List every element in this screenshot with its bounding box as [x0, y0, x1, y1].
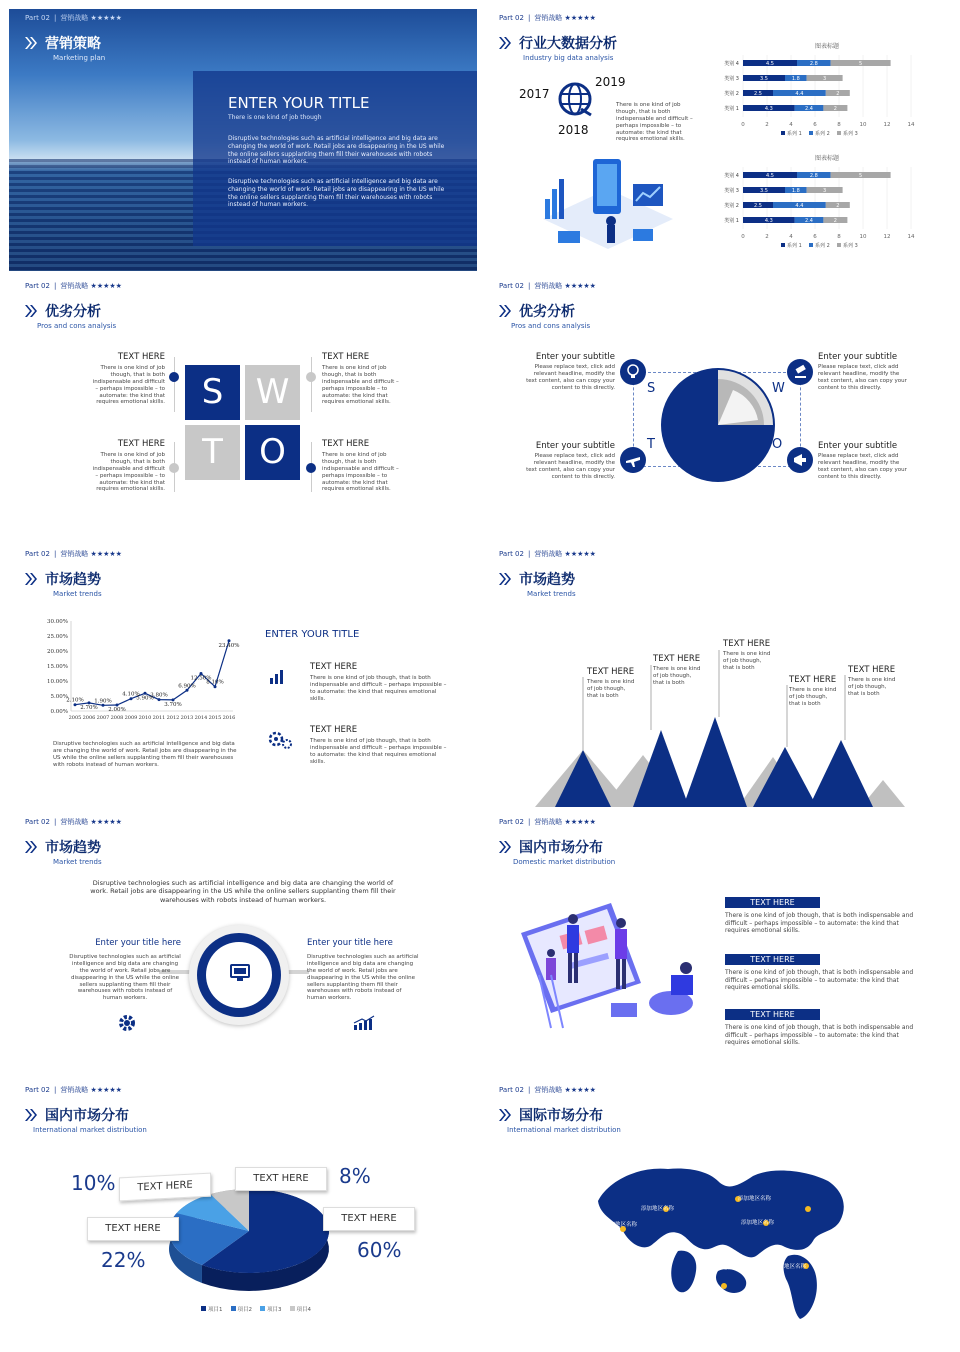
double-chevron-icon — [497, 303, 513, 319]
circle-item: Enter your title here Disruptive technologies such as artificial intelligence and big data are changing the world of work. Retail jobs are disappearing in the US while the online sellers supplanting them fill their warehouses with robots instead of human workers. — [307, 938, 419, 1002]
x-tick-label: 0 — [741, 122, 745, 128]
marker-dot — [306, 372, 316, 382]
sphere-item: Enter your subtitle Please replace text, click add relevant headline, modify the text content, also can copy your content to this directly. — [818, 441, 907, 480]
bar-value-label: 2 — [836, 203, 840, 209]
chart-paragraph: Disruptive technologies such as artificial intelligence and big data are changing the world of work. Retail jobs are disappearing in the US while the online sellers supplanting them fill their warehouses with robots instead of human workers. — [53, 741, 237, 768]
pie-percent-label: 22% — [101, 1248, 146, 1272]
slide-title: 优劣分析 — [497, 301, 575, 321]
gears-icon — [267, 729, 293, 751]
legend-label: 系列 2 — [815, 131, 830, 137]
pie-legend — [201, 1305, 311, 1313]
double-chevron-icon — [23, 571, 39, 587]
circle-item: Enter your title here Disruptive technologies such as artificial intelligence and big data are changing the world of work. Retail jobs are disappearing in the US while the online sellers supplanting them fill their warehouses with robots instead of human workers. — [69, 938, 181, 1002]
slide-subtitle: International market distribution — [507, 1126, 621, 1134]
panel-subtitle: There is one kind of job though — [228, 114, 322, 121]
y-tick-label: 25.00% — [47, 634, 68, 640]
bar-value-label: 2.4 — [805, 106, 813, 112]
x-tick-label: 2012 — [166, 715, 180, 721]
slide-title: 市场趋势 — [23, 569, 101, 589]
callout-box: TEXT HERE — [235, 1167, 327, 1191]
x-tick-label: 2016 — [222, 715, 236, 721]
peak-item: TEXT HERE There is one kind of job though, that is both — [789, 675, 837, 707]
y-tick-label: 10.00% — [47, 679, 68, 685]
pie-percent-label: 60% — [357, 1238, 402, 1262]
slide-subtitle: Marketing plan — [53, 54, 106, 62]
y-tick-label: 15.00% — [47, 664, 68, 670]
slide-title: 行业大数据分析 — [497, 33, 617, 53]
legend-swatch — [809, 131, 813, 135]
growth-chart-icon — [352, 1015, 376, 1031]
slide-header: Part 02 | 营销战略 ★★★★★ — [25, 1086, 122, 1094]
x-tick-label: 2015 — [208, 715, 222, 721]
text-item: TEXT HERE There is one kind of job though, that is both indispensable and difficult – perhaps impossible – to automate: the kind that requires emotional skills. — [725, 955, 914, 991]
double-chevron-icon — [497, 839, 513, 855]
legend-swatch — [809, 243, 813, 247]
text-item: TEXT HERE There is one kind of job though, that is both indispensable and difficult – perhaps impossible – to automate: the kind that requires emotional skills. — [310, 725, 447, 765]
bar-value-label: 3.5 — [760, 188, 768, 194]
bar-value-label: 2.5 — [754, 91, 762, 97]
bar-chart-icon — [269, 669, 285, 685]
data-label: 2.70% — [80, 704, 98, 711]
pie-percent-label: 10% — [71, 1171, 116, 1195]
bar-value-label: 3 — [823, 76, 827, 82]
swot-o-tile: O — [245, 425, 300, 480]
data-label: 1.90% — [94, 698, 112, 705]
x-tick-label: 14 — [907, 122, 915, 128]
year-label: 2017 — [519, 87, 550, 101]
slide-pie-distribution[interactable] — [9, 1081, 477, 1343]
slide-swot-sphere[interactable] — [483, 277, 951, 539]
region-label: 添加地区名称 — [641, 1206, 675, 1212]
data-label: 2.00% — [108, 707, 126, 713]
slide-market-trends-line[interactable] — [9, 545, 477, 807]
slide-market-trends-circle[interactable] — [9, 813, 477, 1075]
x-tick-label: 2005 — [68, 715, 82, 721]
swot-s-tile: S — [185, 365, 240, 420]
data-label: 6.90% — [178, 683, 196, 690]
category-label: 类别 1 — [724, 218, 739, 224]
region-label: 添加地区名称 — [711, 1265, 745, 1271]
x-tick-label: 2006 — [82, 715, 96, 721]
legend-swatch — [781, 131, 785, 135]
stacked-bar-chart — [711, 39, 923, 149]
double-chevron-icon — [23, 303, 39, 319]
world-map — [578, 1161, 858, 1321]
quartered-sphere-graphic — [658, 365, 778, 485]
text-item: TEXT HERE There is one kind of job though, that is both indispensable and difficult – perhaps impossible – to automate: the kind that requires emotional skills. — [725, 898, 914, 934]
slide-subtitle: Market trends — [527, 590, 576, 598]
category-label: 类别 4 — [724, 173, 739, 179]
data-label: 3.70% — [164, 701, 182, 708]
globe-icon — [557, 81, 593, 117]
x-tick-label: 2 — [765, 234, 769, 240]
legend-label: 系列 1 — [787, 243, 802, 249]
x-tick-label: 8 — [837, 122, 841, 128]
x-tick-label: 12 — [883, 122, 891, 128]
x-tick-label: 2009 — [124, 715, 138, 721]
slide-title: 国际市场分布 — [497, 1105, 603, 1125]
y-tick-label: 0.00% — [50, 709, 68, 715]
swot-item: TEXT HERE There is one kind of job though, that is both indispensable and difficult – perhaps impossible – to automate: the kind that requires emotional skills. — [92, 439, 165, 493]
x-tick-label: 2008 — [110, 715, 124, 721]
line-chart — [37, 615, 240, 725]
x-tick-label: 2014 — [194, 715, 208, 721]
data-label: 2.10% — [66, 697, 84, 704]
bar-value-label: 2.8 — [809, 173, 818, 179]
lightbulb-icon — [620, 359, 646, 385]
swot-letter: O — [772, 437, 783, 452]
bar-value-label: 5 — [859, 61, 863, 67]
data-label: 8.10% — [206, 679, 224, 686]
region-label: 添加地区名称 — [738, 1196, 772, 1202]
double-chevron-icon — [23, 1107, 39, 1123]
x-tick-label: 0 — [741, 234, 745, 240]
slide-header: Part 02 | 营销战略 ★★★★★ — [25, 550, 122, 558]
x-tick-label: 8 — [837, 234, 841, 240]
x-tick-label: 10 — [859, 234, 867, 240]
category-label: 类别 2 — [724, 203, 739, 209]
monitor-icon — [230, 964, 250, 982]
panel-paragraph: Disruptive technologies such as artificial intelligence and big data are changing the world of work. Retail jobs are disappearing in the US while the online sellers supplanting them fill their warehouses with robots instead of human workers. — [228, 178, 445, 209]
slide-domestic-market[interactable] — [483, 813, 951, 1075]
slide-subtitle: Market trends — [53, 590, 102, 598]
bar-value-label: 2 — [836, 91, 840, 97]
data-label: 23.40% — [218, 642, 240, 649]
map-marker — [805, 1206, 811, 1212]
slide-header: Part 02 | 营销战略 ★★★★★ — [25, 14, 122, 22]
megaphone-icon — [787, 447, 813, 473]
legend-item: 项目2 — [231, 1305, 253, 1313]
legend-swatch — [781, 243, 785, 247]
slide-header: Part 02 | 营销战略 ★★★★★ — [25, 818, 122, 826]
peak-item: TEXT HERE There is one kind of job though, that is both — [587, 667, 635, 699]
y-tick-label: 5.00% — [50, 694, 68, 700]
map-marker — [721, 1283, 727, 1289]
slide-subtitle: Market trends — [53, 858, 102, 866]
slide-subtitle: Pros and cons analysis — [511, 322, 591, 330]
gavel-icon — [787, 359, 813, 385]
team-dashboard-illustration — [511, 903, 711, 1033]
bar-value-label: 4.4 — [795, 203, 804, 209]
swot-letter: S — [647, 381, 656, 396]
x-tick-label: 6 — [813, 122, 817, 128]
description-text: There is one kind of job though, that is both indispensable and difficult – perhaps impossible – to automate: the kind that requires emotional skills. — [616, 102, 693, 143]
legend-label: 系列 2 — [815, 243, 830, 249]
slide-title: 国内市场分布 — [23, 1105, 129, 1125]
category-label: 类别 2 — [724, 91, 739, 97]
double-chevron-icon — [23, 839, 39, 855]
bar-value-label: 1.8 — [791, 188, 800, 194]
slide-header: Part 02 | 营销战略 ★★★★★ — [499, 1086, 596, 1094]
category-label: 类别 4 — [724, 61, 739, 67]
data-label: 4.10% — [122, 691, 140, 698]
slide-marketing-plan[interactable] — [9, 9, 477, 271]
peak-item: TEXT HERE There is one kind of job though, that is both — [653, 654, 701, 686]
airplane-icon — [620, 447, 646, 473]
sphere-item: Enter your subtitle Please replace text, click add relevant headline, modify the text content, also can copy your content to this directly. — [818, 352, 907, 391]
slide-title: 国内市场分布 — [497, 837, 603, 857]
double-chevron-icon — [497, 35, 513, 51]
swot-item: TEXT HERE There is one kind of job though, that is both indispensable and difficult – perhaps impossible – to automate: the kind that requires emotional skills. — [92, 352, 165, 406]
bar-value-label: 5 — [859, 173, 863, 179]
slide-subtitle: Pros and cons analysis — [37, 322, 117, 330]
slide-title: 优劣分析 — [23, 301, 101, 321]
marker-dot — [306, 463, 316, 473]
slide-market-trends-peaks[interactable] — [483, 545, 951, 807]
x-tick-label: 12 — [883, 234, 891, 240]
pie-percent-label: 8% — [339, 1164, 371, 1188]
callout-box: TEXT HERE — [87, 1217, 179, 1241]
slide-title: 营销策略 — [23, 33, 101, 53]
slide-header: Part 02 | 营销战略 ★★★★★ — [25, 282, 122, 290]
slide-title: 市场趋势 — [23, 837, 101, 857]
swot-letter: W — [772, 381, 785, 396]
legend-item: 项目3 — [260, 1305, 282, 1313]
swot-item: TEXT HERE There is one kind of job though, that is both indispensable and difficult – perhaps impossible – to automate: the kind that requires emotional skills. — [322, 352, 399, 406]
callout-box: TEXT HERE — [323, 1207, 415, 1231]
category-label: 类别 3 — [724, 188, 739, 194]
year-label: 2018 — [558, 123, 589, 137]
text-item: TEXT HERE There is one kind of job though, that is both indispensable and difficult – perhaps impossible – to automate: the kind that requires emotional skills. — [310, 662, 447, 702]
panel-paragraph: Disruptive technologies such as artificial intelligence and big data are changing the world of work. Retail jobs are disappearing in the US while the online sellers supplanting them fill their warehouses with robots instead of human workers. — [228, 135, 445, 166]
x-tick-label: 4 — [789, 122, 793, 128]
bar-value-label: 3 — [823, 188, 827, 194]
right-title: ENTER YOUR TITLE — [265, 629, 360, 640]
x-tick-label: 2007 — [96, 715, 110, 721]
legend-item: 项目4 — [290, 1305, 312, 1313]
category-label: 类别 1 — [724, 106, 739, 112]
sphere-item: Enter your subtitle Please replace text, click add relevant headline, modify the text content, also can copy your content to this directly. — [526, 441, 615, 480]
slide-big-data[interactable] — [483, 9, 951, 271]
marker-dot — [169, 463, 179, 473]
double-chevron-icon — [23, 35, 39, 51]
slide-subtitle: Domestic market distribution — [513, 858, 616, 866]
bar-value-label: 4.3 — [764, 106, 773, 112]
region-label: 添加地区名称 — [741, 1220, 775, 1226]
slide-subtitle: International market distribution — [33, 1126, 147, 1134]
legend-label: 系列 3 — [843, 131, 858, 137]
swot-item: TEXT HERE There is one kind of job though, that is both indispensable and difficult – perhaps impossible – to automate: the kind that requires emotional skills. — [322, 439, 399, 493]
phone-analytics-illustration — [533, 149, 683, 257]
marker-dot — [169, 372, 179, 382]
x-tick-label: 2010 — [138, 715, 152, 721]
peak-item: TEXT HERE There is one kind of job though, that is both — [848, 665, 896, 697]
slide-header: Part 02 | 营销战略 ★★★★★ — [499, 818, 596, 826]
slide-international-market[interactable] — [483, 1081, 951, 1343]
slide-header: Part 02 | 营销战略 ★★★★★ — [499, 550, 596, 558]
gear-icon — [118, 1014, 136, 1032]
slide-header: Part 02 | 营销战略 ★★★★★ — [499, 282, 596, 290]
x-tick-label: 2013 — [180, 715, 194, 721]
sphere-item: Enter your subtitle Please replace text, click add relevant headline, modify the text content, also can copy your content to this directly. — [526, 352, 615, 391]
bar-value-label: 2.5 — [754, 203, 762, 209]
text-item: TEXT HERE There is one kind of job though, that is both indispensable and difficult – perhaps impossible – to automate: the kind that requires emotional skills. — [725, 1010, 914, 1046]
year-label: 2019 — [595, 75, 626, 89]
chart-title: 图表标题 — [814, 43, 840, 50]
legend-item: 项目1 — [201, 1305, 223, 1313]
bar-value-label: 4.5 — [766, 61, 774, 67]
peak-item: TEXT HERE There is one kind of job though, that is both — [723, 639, 771, 671]
region-label: 添加地区名称 — [604, 1222, 638, 1228]
category-label: 类别 3 — [724, 76, 739, 82]
x-tick-label: 6 — [813, 234, 817, 240]
x-tick-label: 2 — [765, 122, 769, 128]
swot-letter: T — [647, 437, 655, 452]
slide-title: 市场趋势 — [497, 569, 575, 589]
bar-value-label: 4.5 — [766, 173, 774, 179]
slide-swot-grid[interactable] — [9, 277, 477, 539]
intro-paragraph: Disruptive technologies such as artificial intelligence and big data are changing the world of work. Retail jobs are disappearing in the US while the online sellers supplanting them fill their warehouses with robots instead of human workers. — [90, 879, 396, 904]
data-label: 3.80% — [150, 692, 168, 699]
bar-value-label: 1.8 — [791, 76, 800, 82]
data-label: 5.90% — [136, 695, 154, 702]
x-tick-label: 2011 — [152, 715, 166, 721]
stacked-bar-chart — [711, 151, 923, 261]
y-tick-label: 20.00% — [47, 649, 68, 655]
x-tick-label: 14 — [907, 234, 915, 240]
title-panel — [193, 71, 477, 246]
double-chevron-icon — [497, 1107, 513, 1123]
legend-label: 系列 3 — [843, 243, 858, 249]
bar-value-label: 2 — [833, 106, 837, 112]
x-tick-label: 10 — [859, 122, 867, 128]
swot-w-tile: W — [245, 365, 300, 420]
bar-value-label: 4.4 — [795, 91, 804, 97]
legend-label: 系列 1 — [787, 131, 802, 137]
slide-subtitle: Industry big data analysis — [523, 54, 614, 62]
slide-header: Part 02 | 营销战略 ★★★★★ — [499, 14, 596, 22]
bar-value-label: 4.3 — [764, 218, 773, 224]
chart-title: 图表标题 — [814, 155, 840, 162]
swot-t-tile: T — [185, 425, 240, 480]
callout-box: TEXT HERE — [119, 1173, 211, 1202]
data-label: 12.50% — [190, 675, 212, 682]
x-tick-label: 4 — [789, 234, 793, 240]
panel-title: ENTER YOUR TITLE — [228, 94, 370, 112]
region-label: 添加地区名称 — [773, 1264, 807, 1270]
bar-value-label: 2.4 — [805, 218, 813, 224]
bar-value-label: 3.5 — [760, 76, 768, 82]
y-tick-label: 30.00% — [47, 619, 68, 625]
legend-swatch — [837, 243, 841, 247]
bar-value-label: 2 — [833, 218, 837, 224]
legend-swatch — [837, 131, 841, 135]
bar-value-label: 2.8 — [809, 61, 818, 67]
